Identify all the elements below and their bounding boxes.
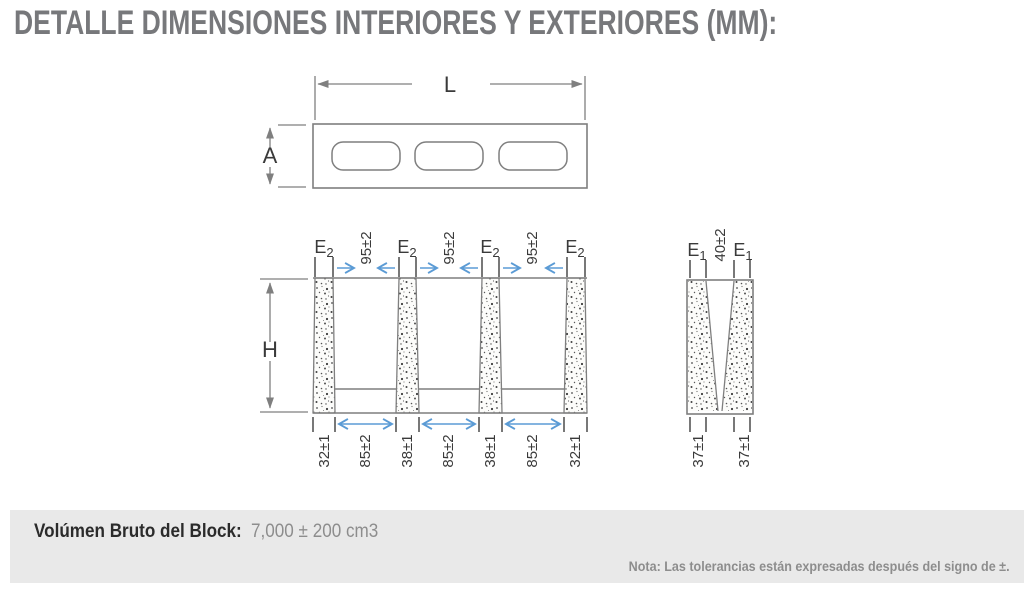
wall-dim-label: 32±1: [316, 434, 333, 468]
wall-dim-label: 38±1: [482, 434, 499, 468]
gap-dim-label: 85±2: [357, 434, 374, 468]
side-bottom-labels: [690, 434, 753, 467]
block-cell-hole: [332, 142, 400, 170]
wall-label-E2: $E_2$: [314, 237, 334, 260]
dimension-A-label: A: [262, 143, 278, 168]
block-cell-hole: [415, 142, 483, 170]
volume-value: 7,000 ± 200 cm3: [251, 521, 379, 542]
wall-section: [688, 281, 718, 411]
gap-dim-label: 95±2: [441, 231, 458, 265]
wall-dim-label: 37±1: [736, 434, 753, 468]
side-top-labels: [687, 228, 752, 263]
footer-bar: [10, 510, 1024, 583]
gap-dim-label: 85±2: [440, 434, 457, 468]
gap-dim-label: 95±2: [358, 231, 375, 265]
tolerance-note: Nota: Las tolerancias están expresadas después del signo de ±.: [629, 559, 1010, 574]
front-cross-section: [260, 231, 587, 467]
wall-dim-label: 37±1: [690, 434, 707, 468]
bottom-dim-labels: [316, 434, 584, 467]
volume-line: [34, 521, 378, 543]
wall-label-E2: $E_2$: [565, 237, 585, 260]
wall-section: [564, 278, 587, 413]
page-title: DETALLE DIMENSIONES INTERIORES Y EXTERIORES (MM):: [14, 4, 778, 42]
gap-dim-label: 95±2: [524, 231, 541, 265]
wall-section: [722, 281, 752, 411]
wall-label-E1: $E_1$: [687, 240, 707, 263]
wall-section: [313, 278, 335, 413]
wall-label-E1: $E_1$: [733, 240, 753, 263]
gap-dim-label: 85±2: [524, 434, 541, 468]
side-bottom-ticks: [690, 417, 750, 432]
wall-label-E2: $E_2$: [397, 237, 417, 260]
dimension-H-label: H: [262, 337, 278, 362]
wall-label-E2: $E_2$: [480, 237, 500, 260]
side-cross-section: [687, 228, 753, 467]
block-cell-hole: [499, 142, 567, 170]
top-plan-view: [263, 72, 587, 188]
wall-section: [396, 278, 419, 413]
wall-dim-label: 32±1: [567, 434, 584, 468]
dimension-L-label: L: [443, 72, 457, 97]
volume-label: Volúmen Bruto del Block:: [34, 521, 242, 542]
top-gap-labels: [358, 231, 541, 264]
wall-dim-label: 38±1: [399, 434, 416, 468]
gap-dim-label: 40±2: [712, 228, 729, 262]
wall-section: [479, 278, 502, 413]
